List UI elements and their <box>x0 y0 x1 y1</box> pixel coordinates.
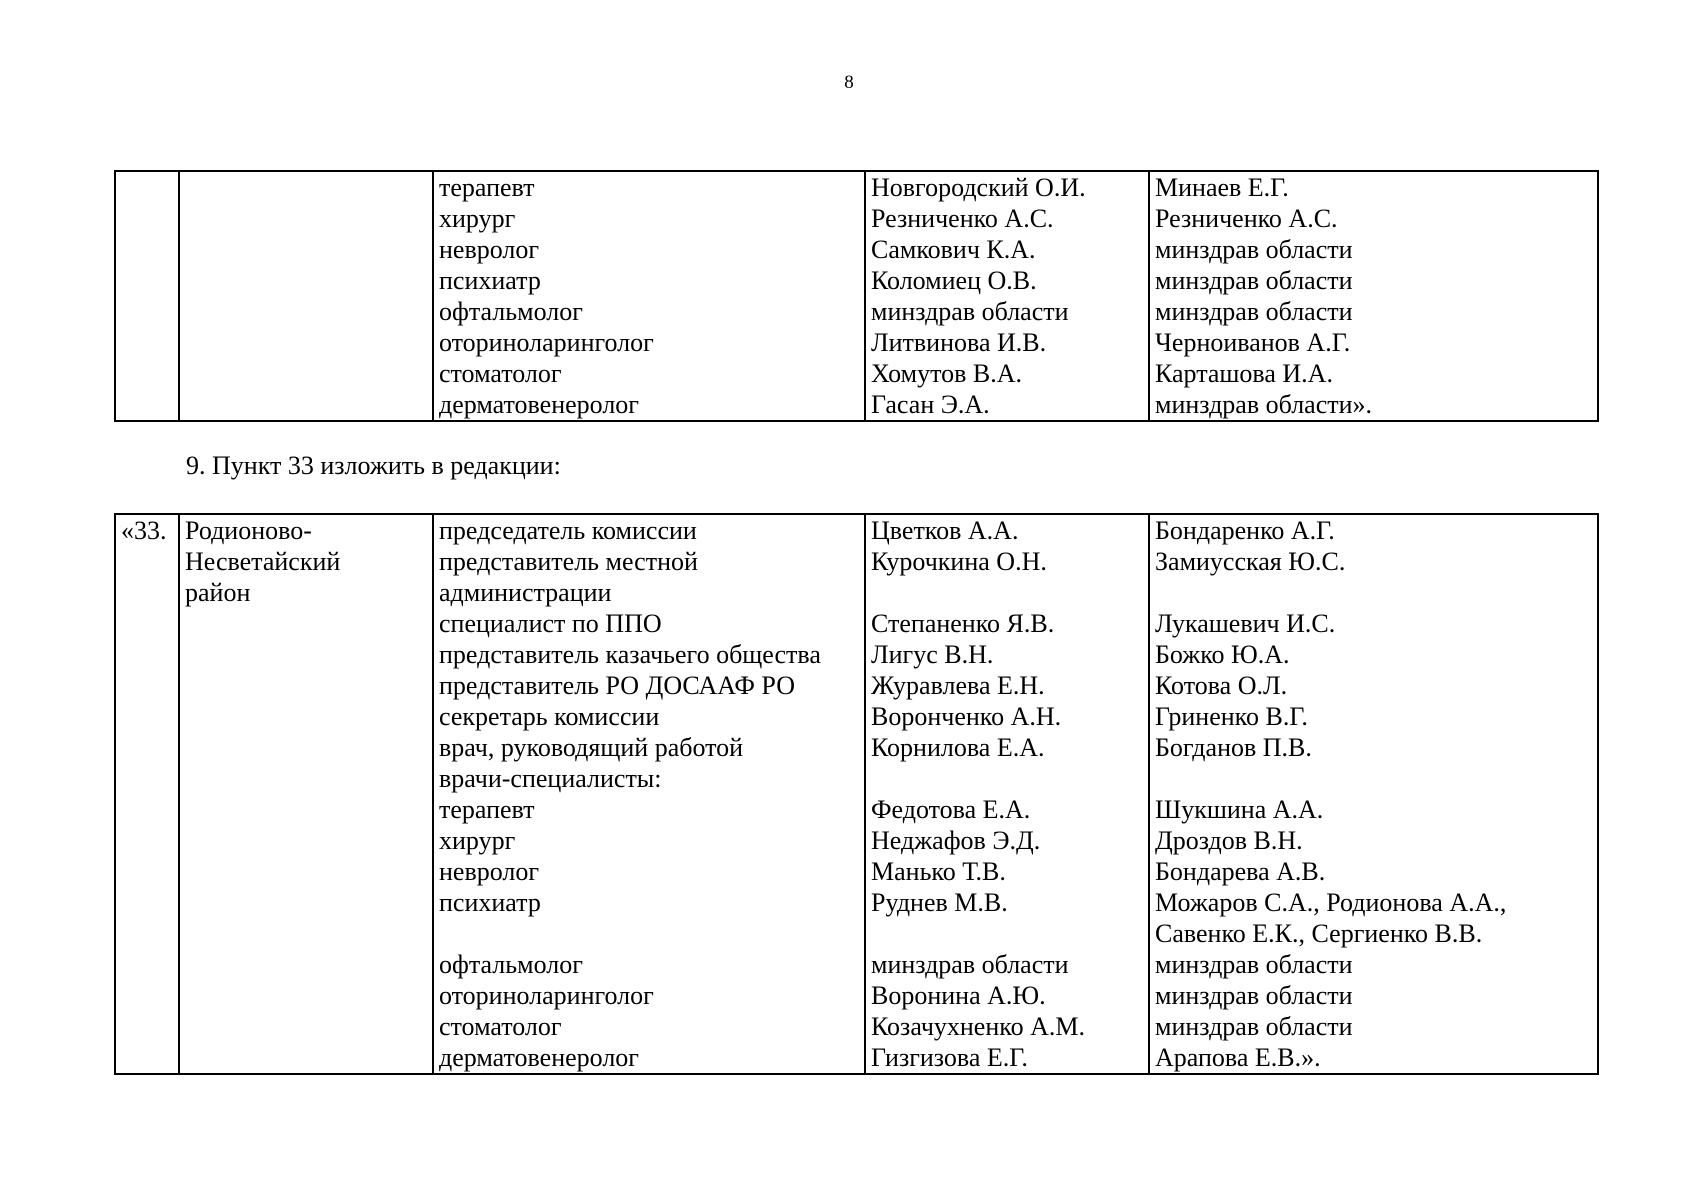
reserve-cell <box>1149 171 1598 421</box>
reserve-line: Дроздов В.Н. <box>1155 826 1303 855</box>
role-line: терапевт <box>439 173 535 202</box>
role-line: представитель казачьего общества <box>439 640 821 669</box>
member-line: Лигус В.Н. <box>871 640 994 669</box>
member-list <box>866 172 1148 420</box>
role-line: администрации <box>439 578 612 607</box>
member-line: Цветков А.А. <box>871 516 1019 545</box>
reserve-line: минздрав области <box>1155 266 1353 295</box>
item-number: «33. <box>121 516 167 545</box>
role-line <box>439 918 864 949</box>
reserve-line: минздрав области <box>1155 235 1353 264</box>
reserve-cell <box>1149 514 1598 1074</box>
role-line: хирург <box>439 826 516 855</box>
member-line: Самкович К.А. <box>871 235 1036 264</box>
item-number-wrap <box>116 515 178 546</box>
reserve-line: Шукшина А.А. <box>1155 795 1324 824</box>
role-line: представитель местной <box>439 547 698 576</box>
member-line: минздрав области <box>871 950 1069 979</box>
role-line: врач, руководящий работой <box>439 733 744 762</box>
table-row <box>115 514 1598 1074</box>
member-line: Литвинова И.В. <box>871 328 1047 357</box>
role-list <box>434 172 864 420</box>
role-line: невролог <box>439 857 540 886</box>
reserve-line <box>1155 577 1597 608</box>
district-cell <box>179 171 433 421</box>
role-line: хирург <box>439 204 516 233</box>
reserve-line: Савенко Е.К., Сергиенко В.В. <box>1155 919 1483 948</box>
member-line: минздрав области <box>871 297 1069 326</box>
role-line: стоматолог <box>439 1012 562 1041</box>
reserve-line: Карташова И.А. <box>1155 359 1333 388</box>
role-cell <box>433 514 865 1074</box>
role-line: невролог <box>439 235 540 264</box>
role-line: стоматолог <box>439 359 562 388</box>
member-line: Воронченко А.Н. <box>871 702 1062 731</box>
page-number: 8 <box>844 72 854 93</box>
role-line: секретарь комиссии <box>439 702 660 731</box>
reserve-line: Бондарева А.В. <box>1155 857 1326 886</box>
member-line: Воронина А.Ю. <box>871 981 1046 1010</box>
role-line: офтальмолог <box>439 297 583 326</box>
member-line: Хомутов В.А. <box>871 359 1023 388</box>
role-line: оториноларинголог <box>439 328 654 357</box>
reserve-line: минздрав области <box>1155 1012 1353 1041</box>
role-line: терапевт <box>439 795 535 824</box>
role-line: психиатр <box>439 266 541 295</box>
commission-table-33 <box>114 513 1599 1075</box>
commission-table-continued <box>114 170 1599 422</box>
reserve-line: Замиусская Ю.С. <box>1155 547 1346 576</box>
member-line: Коломиец О.В. <box>871 266 1037 295</box>
member-line: Новгородский О.И. <box>871 173 1086 202</box>
reserve-line: Черноиванов А.Г. <box>1155 328 1351 357</box>
reserve-line: Богданов П.В. <box>1155 733 1312 762</box>
member-line: Манько Т.В. <box>871 857 1006 886</box>
table-row <box>115 171 1598 421</box>
reserve-line: Арапова Е.В.». <box>1155 1043 1321 1072</box>
member-line: Степаненко Я.В. <box>871 609 1055 638</box>
member-line <box>871 918 1148 949</box>
member-line: Резниченко А.С. <box>871 204 1054 233</box>
number-cell <box>115 171 179 421</box>
reserve-line: Лукашевич И.С. <box>1155 609 1336 638</box>
member-line: Гасан Э.А. <box>871 390 990 419</box>
member-line: Руднев М.В. <box>871 888 1008 917</box>
reserve-line: Гриненко В.Г. <box>1155 702 1308 731</box>
member-cell <box>865 514 1149 1074</box>
reserve-line: минздрав области <box>1155 297 1353 326</box>
role-line: дерматовенеролог <box>439 1043 639 1072</box>
member-line: Неджафов Э.Д. <box>871 826 1041 855</box>
district-line: Родионово- <box>185 516 312 545</box>
member-line: Журавлева Е.Н. <box>871 671 1045 700</box>
member-line <box>871 763 1148 794</box>
role-line: дерматовенеролог <box>439 390 639 419</box>
member-cell <box>865 171 1149 421</box>
reserve-list <box>1150 172 1597 420</box>
role-list <box>434 515 864 1073</box>
member-line: Гизгизова Е.Г. <box>871 1043 1028 1072</box>
member-line: Курочкина О.Н. <box>871 547 1047 576</box>
district-line: район <box>185 578 251 607</box>
role-line: оториноларинголог <box>439 981 654 1010</box>
reserve-line: Котова О.Л. <box>1155 671 1288 700</box>
reserve-line: Бондаренко А.Г. <box>1155 516 1335 545</box>
amendment-paragraph: 9. Пункт 33 изложить в редакции: <box>186 451 561 480</box>
member-list <box>866 515 1148 1073</box>
number-cell <box>115 514 179 1074</box>
district-name <box>180 515 432 608</box>
member-line <box>871 577 1148 608</box>
reserve-line <box>1155 763 1597 794</box>
reserve-line: Резниченко А.С. <box>1155 204 1338 233</box>
reserve-line: Можаров С.А., Родионова А.А., <box>1155 888 1507 917</box>
district-line: Несветайский <box>185 547 341 576</box>
role-line: представитель РО ДОСААФ РО <box>439 671 795 700</box>
district-cell <box>179 514 433 1074</box>
reserve-line: Минаев Е.Г. <box>1155 173 1289 202</box>
role-line: врачи-специалисты: <box>439 764 662 793</box>
member-line: Козачухненко А.М. <box>871 1012 1085 1041</box>
member-line: Федотова Е.А. <box>871 795 1031 824</box>
reserve-line: минздрав области <box>1155 981 1353 1010</box>
role-line: офтальмолог <box>439 950 583 979</box>
role-line: психиатр <box>439 888 541 917</box>
reserve-line: минздрав области». <box>1155 390 1373 419</box>
reserve-line: минздрав области <box>1155 950 1353 979</box>
role-line: специалист по ППО <box>439 609 662 638</box>
reserve-list <box>1150 515 1597 1073</box>
member-line: Корнилова Е.А. <box>871 733 1045 762</box>
role-line: председатель комиссии <box>439 516 697 545</box>
role-cell <box>433 171 865 421</box>
reserve-line: Божко Ю.А. <box>1155 640 1290 669</box>
